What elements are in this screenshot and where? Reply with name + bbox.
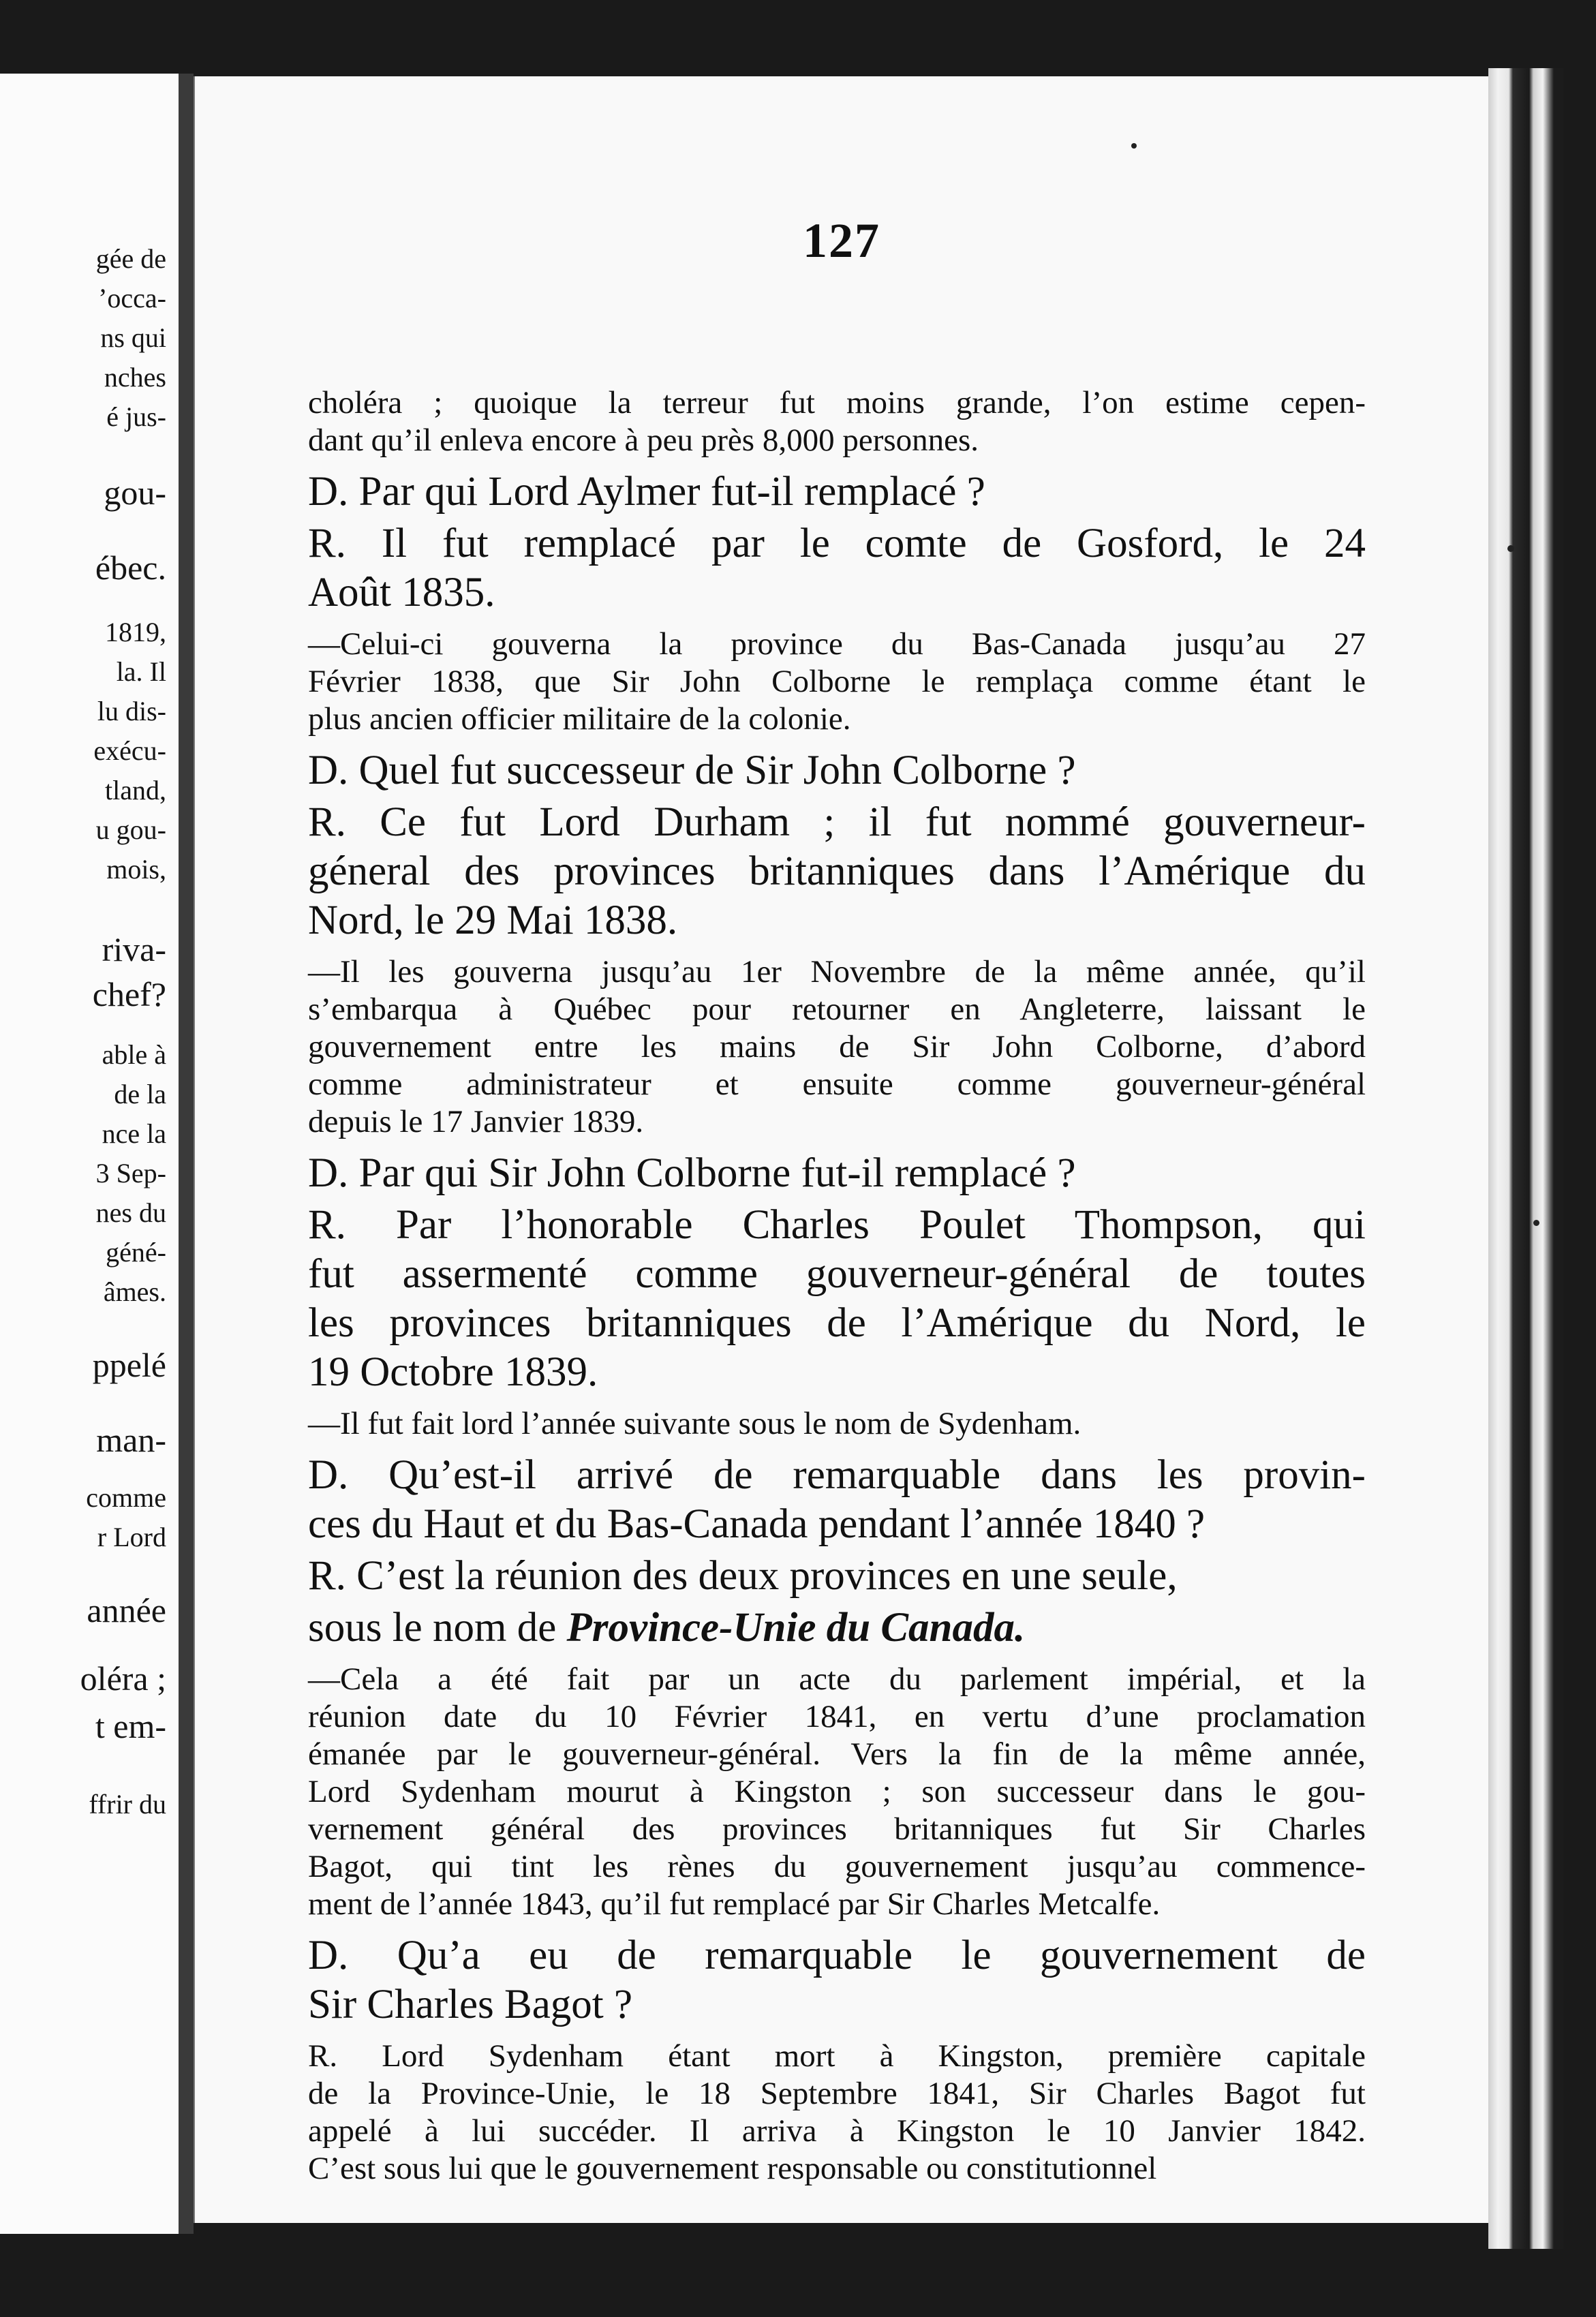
previous-page-text-fragment: mois, [106, 854, 166, 885]
text-line: —Celui-ci gouverna la province du Bas-Canada jusqu’au 27 [308, 626, 1366, 662]
text-line: —Il fut fait lord l’année suivante sous le nom de Sydenham. [308, 1406, 1081, 1441]
text-line: choléra ; quoique la terreur fut moins grande, l’on estime cepen- [308, 385, 1366, 420]
note-paragraph [308, 953, 1366, 1141]
text-line: D. Par qui Sir John Colborne fut-il remplacé ? [308, 1150, 1076, 1196]
text-line: s’embarqua à Québec pour retourner en Angleterre, laissant le [308, 992, 1366, 1027]
previous-page-text-fragment: nes du [95, 1197, 166, 1228]
previous-page-text-fragment: riva- [102, 930, 166, 968]
text-line: Nord, le 29 Mai 1838. [308, 897, 678, 943]
italic-title: Province-Unie du Canada. [566, 1605, 1026, 1651]
text-line: C’est sous lui que le gouvernement responsable ou constitutionnel [308, 2151, 1157, 2186]
text-line: D. Par qui Lord Aylmer fut-il remplacé ? [308, 469, 985, 515]
previous-page-edge [0, 74, 181, 2234]
question-answer-paragraph [308, 746, 1366, 795]
question-answer-paragraph [308, 1931, 1366, 2029]
previous-page-text-fragment: ’occa- [98, 283, 166, 313]
previous-page-text-fragment: man- [96, 1421, 166, 1459]
text-line: vernement général des provinces britanniques fut Sir Charles [308, 1811, 1366, 1847]
scan-speck [1533, 1220, 1539, 1226]
previous-page-text-fragment: able à [102, 1039, 166, 1070]
text-line: ces du Haut et du Bas-Canada pendant l’année 1840 ? [308, 1501, 1206, 1547]
book-page [194, 76, 1488, 2223]
previous-page-text-fragment: tland, [105, 775, 166, 805]
text-line: R. Il fut remplacé par le comte de Gosford, le 24 [308, 521, 1366, 566]
text-line: —Cela a été fait par un acte du parlement impérial, et la [308, 1661, 1366, 1697]
previous-page-text-fragment: ns qui [100, 322, 166, 353]
previous-page-text-fragment: r Lord [97, 1522, 166, 1552]
text-line: Août 1835. [308, 570, 495, 615]
text-line: ment de l’année 1843, qu’il fut remplacé par Sir Charles Metcalfe. [308, 1886, 1161, 1922]
note-paragraph [308, 2038, 1366, 2188]
text-line: 19 Octobre 1839. [308, 1349, 598, 1395]
previous-page-text-fragment: lu dis- [97, 696, 166, 726]
text-line: appelé à lui succéder. Il arriva à Kingston le 10 Janvier 1842. [308, 2113, 1366, 2149]
text-line: réunion date du 10 Février 1841, en vertu d’une proclamation [308, 1699, 1366, 1734]
question-answer-paragraph [308, 1552, 1366, 1601]
note-paragraph [308, 1405, 1366, 1443]
text-line: dant qu’il enleva encore à peu près 8,000 personnes. [308, 423, 979, 458]
previous-page-text-fragment: ffrir du [89, 1789, 166, 1820]
text-line: D. Quel fut successeur de Sir John Colborne ? [308, 748, 1076, 793]
text-line: —Il les gouverna jusqu’au 1er Novembre de la même année, qu’il [308, 954, 1366, 989]
question-answer-paragraph [308, 798, 1366, 945]
book-gutter [179, 74, 194, 2234]
previous-page-text-fragment: âmes. [103, 1276, 166, 1307]
previous-page-text-fragment: nches [104, 362, 166, 393]
previous-page-text-fragment: gée de [95, 243, 166, 274]
previous-page-text-fragment: t em- [95, 1707, 166, 1745]
text-line: les provinces britanniques de l’Amérique du Nord, le [308, 1300, 1366, 1346]
text-line: D. Qu’est-il arrivé de remarquable dans les provin- [308, 1452, 1366, 1498]
text-line: R. Lord Sydenham étant mort à Kingston, première capitale [308, 2038, 1366, 2074]
note-paragraph [308, 626, 1366, 738]
note-paragraph [308, 1661, 1366, 1923]
text-line: gouvernement entre les mains de Sir John Colborne, d’abord [308, 1029, 1366, 1064]
text-line: R. Par l’honorable Charles Poulet Thompson, qui [308, 1202, 1366, 1248]
page-stack-edge [1488, 68, 1563, 2249]
question-answer-paragraph [308, 1201, 1366, 1397]
text-line: D. Qu’a eu de remarquable le gouvernement de [308, 1933, 1366, 1978]
text-line: émanée par le gouverneur-général. Vers la fin de la même année, [308, 1736, 1366, 1772]
question-answer-paragraph [308, 1451, 1366, 1549]
text-line: de la Province-Unie, le 18 Septembre 1841, Sir Charles Bagot fut [308, 2076, 1366, 2111]
text-line: Lord Sydenham mourut à Kingston ; son successeur dans le gou- [308, 1774, 1366, 1809]
previous-page-text-fragment: comme [86, 1482, 166, 1513]
previous-page-text-fragment: nce la [102, 1118, 166, 1149]
text-line: Février 1838, que Sir John Colborne le remplaça comme étant le [308, 664, 1366, 699]
text-line: Sir Charles Bagot ? [308, 1982, 633, 2027]
previous-page-text-fragment: ébec. [95, 549, 166, 587]
previous-page-text-fragment: chef? [92, 975, 166, 1013]
previous-page-text-fragment: gou- [104, 474, 166, 512]
text-line: Bagot, qui tint les rènes du gouvernement jusqu’au commence- [308, 1849, 1366, 1884]
note-paragraph [308, 384, 1366, 459]
text-line: plus ancien officier militaire de la colonie. [308, 701, 851, 737]
scan-speck [1131, 143, 1137, 149]
text-line: R. C’est la réunion des deux provinces en une seule, [308, 1553, 1178, 1599]
text-line: R. Ce fut Lord Durham ; il fut nommé gouverneur- [308, 799, 1366, 845]
page-body [308, 376, 1366, 2196]
question-answer-paragraph [308, 1149, 1366, 1198]
previous-page-text-fragment: u gou- [95, 814, 166, 845]
previous-page-text-fragment: 3 Sep- [95, 1158, 166, 1188]
text-line-prefix: sous le nom de [308, 1605, 567, 1651]
text-line: comme administrateur et ensuite comme gouverneur-général [308, 1067, 1366, 1102]
text-line: depuis le 17 Janvier 1839. [308, 1104, 644, 1139]
question-answer-paragraph [308, 467, 1366, 517]
previous-page-text-fragment: géné- [106, 1237, 166, 1268]
previous-page-text-fragment: ppelé [92, 1346, 166, 1384]
text-line [308, 1604, 1366, 1653]
text-line: géneral des provinces britanniques dans l’Amérique du [308, 848, 1366, 894]
previous-page-text-fragment: année [87, 1591, 166, 1629]
previous-page-text-fragment: é jus- [106, 401, 166, 432]
previous-page-text-fragment: de la [114, 1079, 166, 1109]
page-number: 127 [803, 213, 880, 268]
scan-speck [1507, 545, 1514, 552]
question-answer-paragraph [308, 519, 1366, 617]
previous-page-text-fragment: 1819, [105, 617, 166, 647]
previous-page-text-fragment: oléra ; [80, 1659, 166, 1698]
text-line: fut assermenté comme gouverneur-général de toutes [308, 1251, 1366, 1297]
previous-page-text-fragment: la. Il [116, 656, 166, 687]
question-answer-paragraph [308, 1604, 1366, 1653]
previous-page-text-fragment: exécu- [93, 735, 166, 766]
